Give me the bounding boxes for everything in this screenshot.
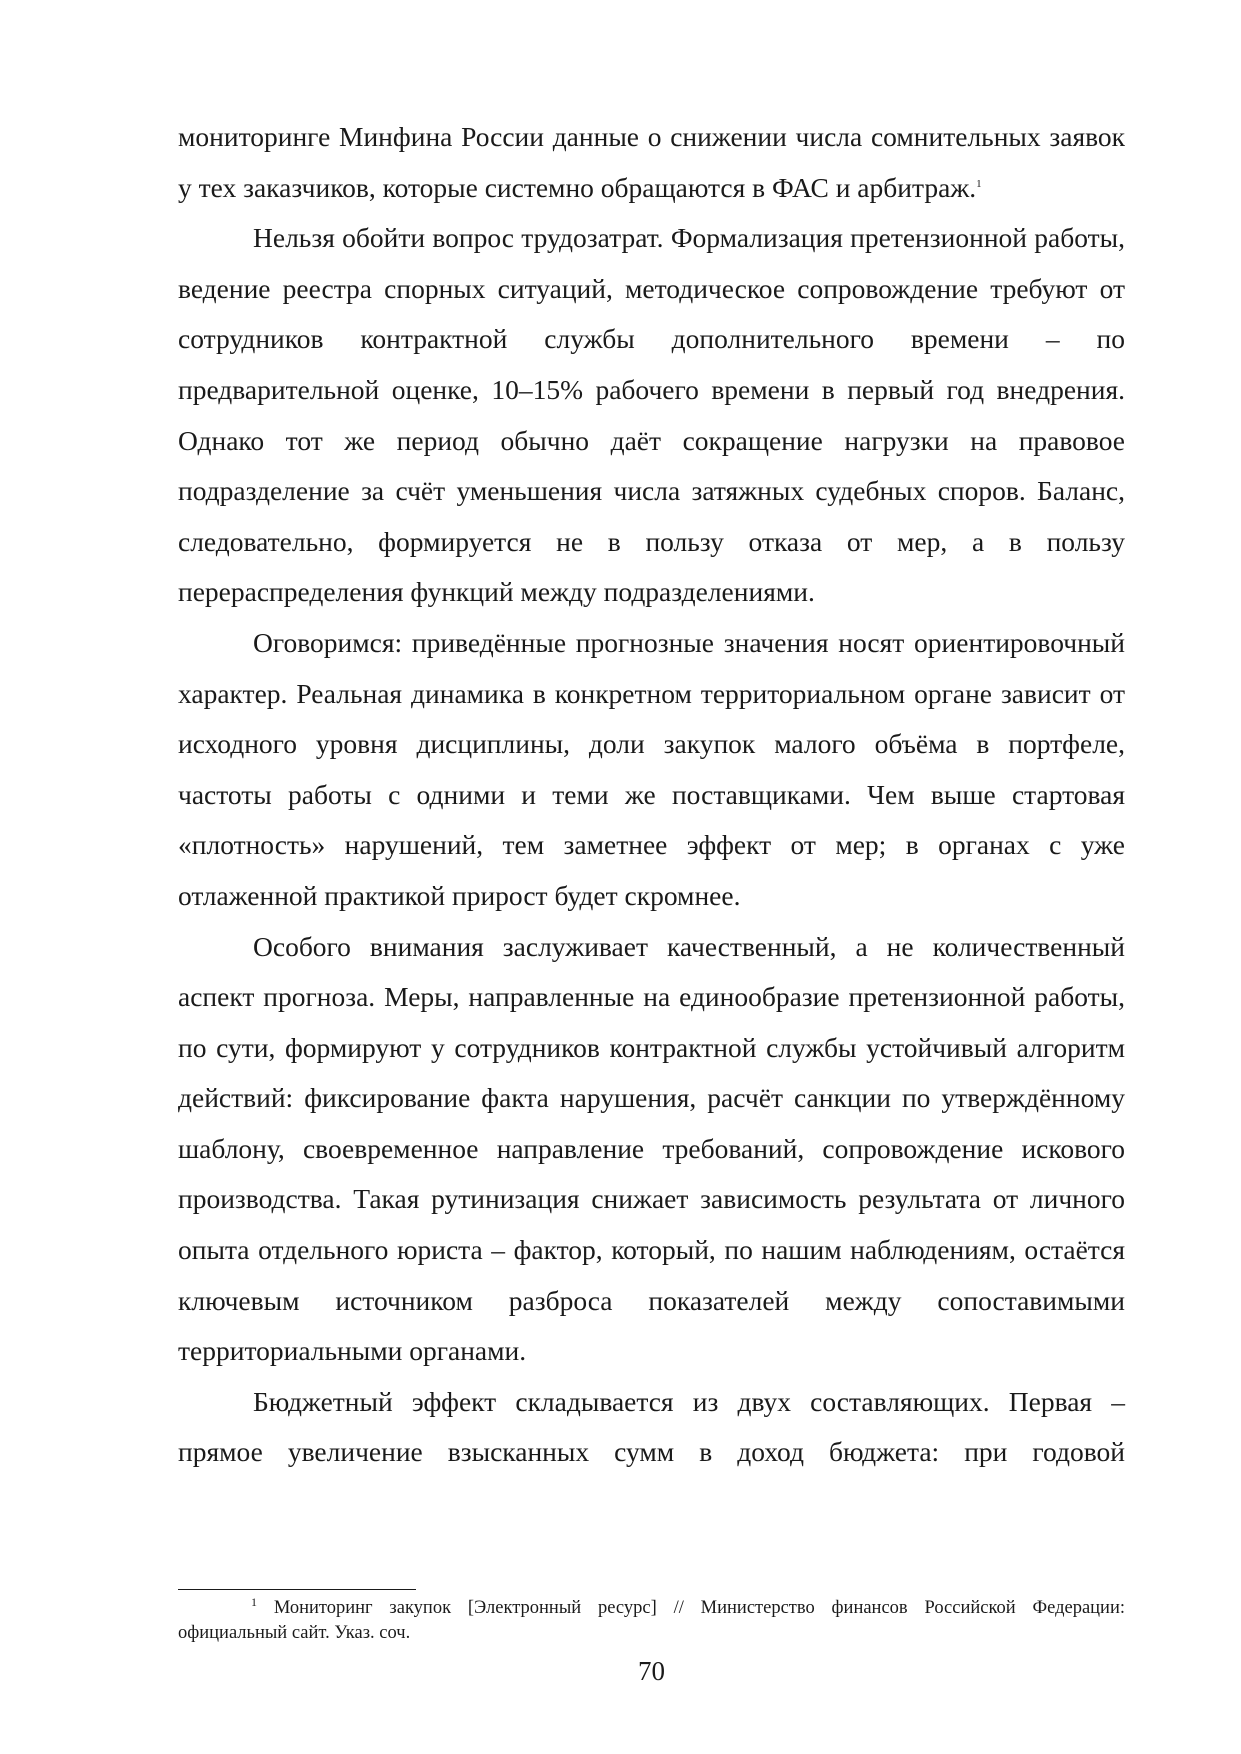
paragraph-continuation	[178, 112, 1125, 213]
paragraph-qualitative-aspect: Особого внимания заслуживает качественный, а не количественный аспект прогноза. Меры, направленные на единообразие претензионной работы, по сути, формируют у сотрудников контрактной службы устойчивый алгоритм действий: фиксирование факта нарушения, расчёт санкции по утверждённому шаблону, своевременное направление требований, сопровождение искового производства. Такая рутинизация снижает зависимость результата от личного опыта отдельного юриста – фактор, который, по нашим наблюдениям, остаётся ключевым источником разброса показателей между сопоставимыми территориальными органами.	[178, 930, 1125, 1367]
paragraph-text: мониторинге Минфина России данные о снижении числа сомнительных заявок у тех заказчиков, которые системно обращаются в ФАС и арбитраж.	[178, 121, 1125, 203]
paragraph-budget-effect: Бюджетный эффект складывается из двух составляющих. Первая – прямое увеличение взысканных сумм в доход бюджета: при годовой	[178, 1385, 1125, 1468]
footnote	[178, 1596, 1125, 1646]
footnote-mark: 1	[251, 1594, 257, 1609]
paragraph-labor-costs: Нельзя обойти вопрос трудозатрат. Формализация претензионной работы, ведение реестра спорных ситуаций, методическое сопровождение требуют от сотрудников контрактной службы дополнительного времени – по предварительной оценке, 10–15% рабочего времени в первый год внедрения. Однако тот же период обычно даёт сокращение нагрузки на правовое подразделение за счёт уменьшения числа затяжных судебных споров. Баланс, следовательно, формируется не в пользу отказа от мер, а в пользу перераспределения функций между подразделениями.	[178, 222, 1125, 608]
paragraph-forecast-caveat: Оговоримся: приведённые прогнозные значения носят ориентировочный характер. Реальная динамика в конкретном территориальном органе зависит от исходного уровня дисциплины, доли закупок малого объёма в портфеле, частоты работы с одними и теми же поставщиками. Чем выше стартовая «плотность» нарушений, тем заметнее эффект от мер; в органах с уже отлаженной практикой прирост будет скромнее.	[178, 626, 1125, 911]
footnote-text: Мониторинг закупок [Электронный ресурс] // Министерство финансов Российской Федерации: официальный сайт. Указ. соч.	[178, 1598, 1125, 1643]
body-text	[178, 112, 1125, 1478]
footnote-reference[interactable]: 1	[976, 177, 982, 190]
page-number: 70	[638, 1656, 665, 1686]
footnote-separator	[178, 1589, 416, 1590]
